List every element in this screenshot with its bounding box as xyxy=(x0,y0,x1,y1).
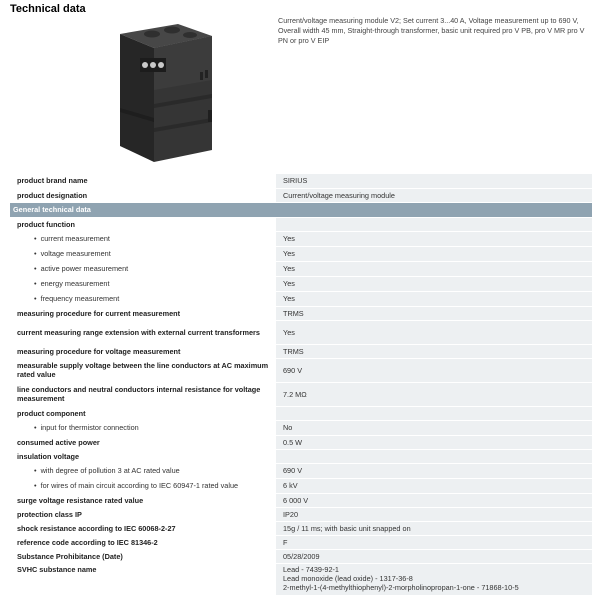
row-value: 7.2 MΩ xyxy=(276,382,592,406)
row-value: 15g / 11 ms; with basic unit snapped on xyxy=(276,521,592,535)
row-label: • active power measurement xyxy=(10,261,276,276)
table-row xyxy=(10,217,592,231)
row-value: Yes xyxy=(276,276,592,291)
section-title: General technical data xyxy=(10,202,592,217)
row-label: • frequency measurement xyxy=(10,291,276,306)
row-label: • for wires of main circuit according to IEC 60947-1 rated value xyxy=(10,478,276,493)
table-row xyxy=(10,507,592,521)
row-value: Current/voltage measuring module xyxy=(276,188,592,202)
table-row xyxy=(10,435,592,449)
row-value: Yes xyxy=(276,246,592,261)
table-row xyxy=(10,261,592,276)
row-label: product designation xyxy=(10,188,276,202)
row-value xyxy=(276,406,592,420)
row-label: product function xyxy=(10,217,276,231)
row-label: surge voltage resistance rated value xyxy=(10,493,276,507)
technical-data-table xyxy=(10,174,592,596)
row-value: 6 000 V xyxy=(276,493,592,507)
table-row xyxy=(10,231,592,246)
table-row xyxy=(10,563,592,595)
row-label: • energy measurement xyxy=(10,276,276,291)
row-label: current measuring range extension with external current transformers xyxy=(10,320,276,344)
product-image xyxy=(108,18,218,164)
row-value: Lead - 7439-92-1 Lead monoxide (lead oxide) - 1317-36-8 2-methyl-1-(4-methylthiophenyl)-2-morpholinopropan-1-one - 71868-10-5 xyxy=(276,563,592,595)
page-title: Technical data xyxy=(10,3,86,15)
table-row xyxy=(10,174,592,188)
row-label: protection class IP xyxy=(10,507,276,521)
row-label: • input for thermistor connection xyxy=(10,420,276,435)
row-label: Substance Prohibitance (Date) xyxy=(10,549,276,563)
section-header-row xyxy=(10,202,592,217)
row-label: shock resistance according to IEC 60068-2-27 xyxy=(10,521,276,535)
table-row xyxy=(10,320,592,344)
row-value: F xyxy=(276,535,592,549)
row-label: consumed active power xyxy=(10,435,276,449)
row-value: TRMS xyxy=(276,344,592,358)
row-value: Yes xyxy=(276,261,592,276)
row-label: • voltage measurement xyxy=(10,246,276,261)
row-value: SIRIUS xyxy=(276,174,592,188)
row-label: insulation voltage xyxy=(10,449,276,463)
row-value: 05/28/2009 xyxy=(276,549,592,563)
table-row xyxy=(10,246,592,261)
product-description: Current/voltage measuring module V2; Set current 3...40 A, Voltage measurement up to 690 V, Overall width 45 mm, Straight-through transformer, basic unit required pro V PB, pro V MR pro V PN or pro V EIP xyxy=(278,16,585,45)
table-row xyxy=(10,493,592,507)
table-row xyxy=(10,276,592,291)
row-value: 690 V xyxy=(276,463,592,478)
row-value xyxy=(276,217,592,231)
row-value: 690 V xyxy=(276,358,592,382)
technical-data-body xyxy=(10,174,592,595)
row-label: • current measurement xyxy=(10,231,276,246)
table-row xyxy=(10,291,592,306)
row-value: TRMS xyxy=(276,306,592,320)
row-label: reference code according to IEC 81346-2 xyxy=(10,535,276,549)
table-row xyxy=(10,382,592,406)
row-value: Yes xyxy=(276,320,592,344)
row-label: line conductors and neutral conductors internal resistance for voltage measurement xyxy=(10,382,276,406)
table-row xyxy=(10,344,592,358)
row-value: 0.5 W xyxy=(276,435,592,449)
row-label: product component xyxy=(10,406,276,420)
table-row xyxy=(10,406,592,420)
table-row xyxy=(10,449,592,463)
table-row xyxy=(10,478,592,493)
row-label: measurable supply voltage between the line conductors at AC maximum rated value xyxy=(10,358,276,382)
table-row xyxy=(10,463,592,478)
row-value: Yes xyxy=(276,231,592,246)
row-value: 6 kV xyxy=(276,478,592,493)
table-row xyxy=(10,521,592,535)
table-row xyxy=(10,358,592,382)
row-value: Yes xyxy=(276,291,592,306)
row-label: product brand name xyxy=(10,174,276,188)
table-row xyxy=(10,188,592,202)
table-row xyxy=(10,306,592,320)
row-label: measuring procedure for current measurement xyxy=(10,306,276,320)
row-value xyxy=(276,449,592,463)
row-value: No xyxy=(276,420,592,435)
row-label: • with degree of pollution 3 at AC rated value xyxy=(10,463,276,478)
table-row xyxy=(10,420,592,435)
table-row xyxy=(10,549,592,563)
row-label: measuring procedure for voltage measurement xyxy=(10,344,276,358)
row-value: IP20 xyxy=(276,507,592,521)
row-label: SVHC substance name xyxy=(10,563,276,595)
table-row xyxy=(10,535,592,549)
